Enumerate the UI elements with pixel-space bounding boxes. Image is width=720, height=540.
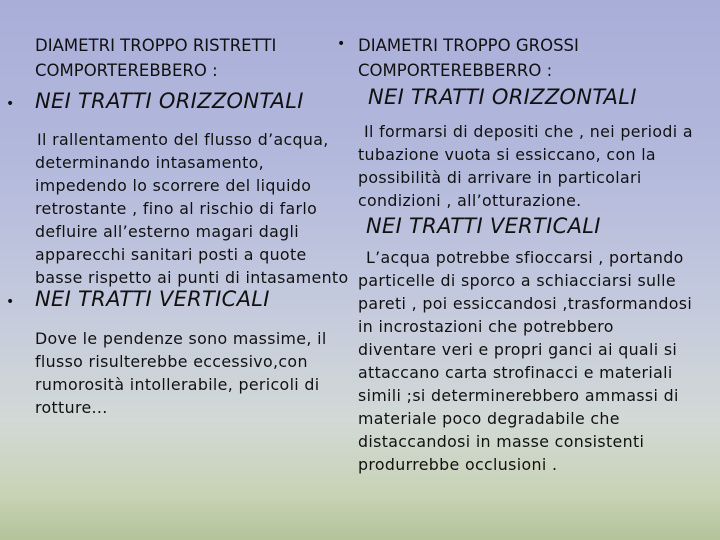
right-heading-line: COMPORTEREBBERRO :	[358, 61, 553, 80]
text-line: tubazione vuota si essiccano, con la	[358, 145, 656, 164]
left-heading-line: DIAMETRI TROPPO RISTRETTI	[35, 36, 277, 55]
text-line: distaccandosi in masse consistenti	[358, 432, 645, 451]
right-heading	[358, 33, 579, 83]
bullet-icon: •	[337, 36, 346, 52]
text-line: condizioni , all’otturazione.	[358, 191, 582, 210]
bullet-icon: •	[6, 96, 15, 112]
bullet-icon: •	[6, 294, 15, 310]
text-line: impedendo lo scorrere del liquido	[35, 176, 312, 195]
left-section2-text	[35, 327, 327, 419]
right-heading-line: DIAMETRI TROPPO GROSSI	[358, 36, 579, 55]
text-line: L’acqua potrebbe sfioccarsi , portando	[366, 248, 684, 267]
left-section2-title: NEI TRATTI VERTICALI	[35, 287, 270, 311]
text-line: particelle di sporco a schiacciarsi sulle	[358, 271, 676, 290]
text-line: defluire all’esterno magari dagli	[35, 222, 299, 241]
right-section1-title: NEI TRATTI ORIZZONTALI	[368, 85, 637, 109]
text-line: Il rallentamento del flusso d’acqua,	[37, 130, 329, 149]
text-line: diventare veri e propri ganci ai quali si	[358, 340, 678, 359]
left-heading-line: COMPORTEREBBERO :	[35, 61, 218, 80]
text-line: flusso risulterebbe eccessivo,con	[35, 352, 308, 371]
text-line: attaccano carta strofinacci e materiali	[358, 363, 673, 382]
text-line: basse rispetto ai punti di intasamento	[35, 268, 349, 287]
text-line: rumorosità intollerabile, pericoli di	[35, 375, 320, 394]
text-line: Dove le pendenze sono massime, il	[35, 329, 327, 348]
text-line: simili ;si determinerebbero ammassi di	[358, 386, 679, 405]
text-line: apparecchi sanitari posti a quote	[35, 245, 307, 264]
right-section2-text	[358, 246, 692, 476]
left-section1-title: NEI TRATTI ORIZZONTALI	[35, 89, 304, 113]
right-section1-text	[358, 120, 693, 212]
text-line: Il formarsi di depositi che , nei periodi a	[364, 122, 693, 141]
text-line: retrostante , fino al rischio di farlo	[35, 199, 318, 218]
text-line: in incrostazioni che potrebbero	[358, 317, 614, 336]
text-line: determinando intasamento,	[35, 153, 265, 172]
left-section1-text	[35, 128, 349, 289]
right-section2-title: NEI TRATTI VERTICALI	[366, 214, 601, 238]
text-line: produrrebbe occlusioni .	[358, 455, 558, 474]
left-heading	[35, 33, 276, 83]
text-line: pareti , poi essiccandosi ,trasformandosi	[358, 294, 693, 313]
text-line: rotture...	[35, 398, 108, 417]
text-line: possibilità di arrivare in particolari	[358, 168, 642, 187]
text-line: materiale poco degradabile che	[358, 409, 620, 428]
